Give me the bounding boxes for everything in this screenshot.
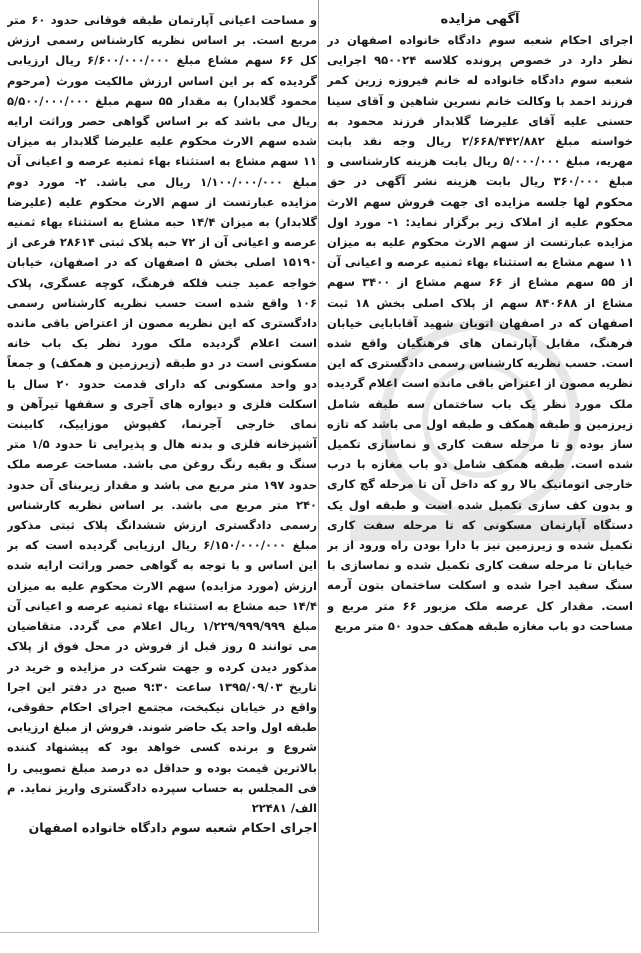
notice-title: آگهی مزایده xyxy=(440,12,520,27)
notice-body-part-1: اجرای احکام شعبه سوم دادگاه خانواده اصفهان در نظر دارد در خصوص پرونده کلاسه ۹۵۰۰۲۴ اجرایی شعبه سوم دادگاه خانواده له خانم فیروزه زرین کمر فرزند احمد با وکالت خانم نسرین شاهین و آقای سینا حسنی علیه آقای علیرضا گلابدار فرزند محمود به خواسته مبلغ ۲/۶۶۸/۴۴۲/۸۸۲ ریال وجه نقد بابت مهریه، مبلغ ۵/۰۰۰/۰۰۰ ریال بابت هزینه کارشناسی و مبلغ ۳۶۰/۰۰۰ ریال بابت هزینه نشر آگهی در حق محکوم لها جلسه مزایده ای جهت فروش سهم الارث محکوم علیه از املاک زیر برگزار نماید: ۱- مورد اول مزایده عبارتست از سهم الارث محکوم علیه به میزان ۱۱ سهم مشاع به استثناء بهاء ثمنیه عرصه و اعیانی آن از ۵۵ سهم مشاع از ۶۶ سهم مشاع از ۳۴۰۰ سهم مشاع از ۸۴۰۶۸۸ سهم از پلاک اصلی بخش ۱۸ ثبت اصفهان که در اصفهان اتوبان شهید آقابابایی خیابان فرهنگ، مقابل آپارتمان های فرهنگیان واقع شده است. حسب نظریه کارشناس رسمی دادگستری که این نظریه مصون از اعتراض باقی مانده است اعلام گردیده ملک مورد نظر یک باب ساختمان سه طبقه شامل زیرزمین و طبقه همکف و طبقه اول می باشد که تازه ساز بوده و تا مرحله سفت کاری و نماسازی تکمیل شده است. طبقه همکف شامل دو باب مغازه با درب خارجی اتوماتیک بالا رو که داخل آن تا مرحله گچ کاری و بدون کف سازی تکمیل شده است و طبقه اول یک دستگاه آپارتمان مسکونی که تا مرحله سفت کاری تکمیل شده و زیرزمین نیز با دارا بودن راه ورود از بر خیابان تا مرحله سفت کاری تکمیل شده و نماسازی با سنگ سفید اجرا شده و اسکلت ساختمان بتون آرمه است. مقدار کل عرصه ملک مزبور ۶۶ متر مربع و مساحت دو باب مغازه طبقه همکف حدود ۵۰ متر مربع xyxy=(327,33,633,633)
notice-left-column xyxy=(7,10,317,838)
notice-signature: اجرای احکام شعبه سوم دادگاه خانواده اصفهان xyxy=(28,820,317,836)
notice-right-column xyxy=(327,10,633,636)
bottom-divider xyxy=(0,932,318,933)
notice-body-part-2: و مساحت اعیانی آپارتمان طبقه فوقانی حدود ۶۰ متر مربع است. بر اساس نظریه کارشناس رسمی ارزش کل ۶۶ سهم مشاع مبلغ ۶/۶۰۰/۰۰۰/۰۰۰ ریال ارزیابی گردیده که بر این اساس ارزش مالکیت مورث (مرحوم محمود گلابدار) به مقدار ۵۵ سهم مبلغ ۵/۵۰۰/۰۰۰/۰۰۰ ریال می باشد که بر اساس گواهی حصر وراثت ارایه شده سهم الارث محکوم علیه علیرضا گلابدار به میزان ۱۱ سهم مشاع به استثناء بهاء ثمنیه عرصه و اعیانی آن مبلغ ۱/۱۰۰/۰۰۰/۰۰۰ ریال می باشد. ۲- مورد دوم مزایده عبارتست از سهم الارث محکوم علیه (علیرضا گلابدار) به میزان ۱۴/۴ حبه مشاع به استثناء بهاء ثمنیه عرصه و اعیانی آن از ۷۲ حبه پلاک ثبتی ۲۸۶۱۴ فرعی از ۱۵۱۹۰ اصلی بخش ۵ اصفهان که در اصفهان، خیابان خواجه عمید جنب فلکه فرهنگ، کوچه عسگری، پلاک ۱۰۶ واقع شده است حسب نظریه کارشناس رسمی دادگستری که این نظریه مصون از اعتراض باقی مانده است اعلام گردیده ملک مورد نظر یک باب خانه مسکونی است در دو طبقه (زیرزمین و همکف) و جمعاً دو واحد مسکونی که دارای قدمت حدود ۲۰ سال با اسکلت فلزی و دیواره های آجری و سقفها تیرآهن و نمای خارجی آجرنما، کفپوش موزاییک، کابینت آشپزخانه فلزی و بدنه هال و پذیرایی تا حدود ۱/۵ متر سنگ و بقیه رنگ روغن می باشد. مساحت عرصه ملک حدود ۱۹۷ متر مربع می باشد و مقدار زیربنای آن حدود ۲۴۰ متر مربع می باشد. بر اساس نظریه کارشناس رسمی دادگستری ارزش ششدانگ پلاک ثبتی مذکور مبلغ ۶/۱۵۰/۰۰۰/۰۰۰ ریال ارزیابی گردیده است که بر این اساس و با توجه به گواهی حصر وراثت ارایه شده ارزش (مورد مزایده) سهم الارث محکوم علیه به میزان ۱۴/۴ حبه مشاع به استثناء بهاء ثمنیه عرصه و اعیانی آن مبلغ ۱/۲۲۹/۹۹۹/۹۹۹ ریال اعلام می گردد. متقاضیان می توانند ۵ روز قبل از فروش در محل فوق از پلاک مذکور دیدن کرده و جهت شرکت در مزایده و خرید در تاریخ ۱۳۹۵/۰۹/۰۳ ساعت ۹:۳۰ صبح در دفتر این اجرا واقع در خیابان نیکبخت، مجتمع اجرای احکام حقوقی، طبقه اول واحد یک حاضر شوند. فروش از مبلغ ارزیابی شروع و برنده کسی خواهد بود که پیشنهاد کننده بالاترین قیمت بوده و حداقل ده درصد مبلغ تصویبی را فی المجلس به حساب سپرده دادگستری واریز نماید. م الف/ ۲۲۴۸۱ xyxy=(7,13,317,815)
column-divider xyxy=(318,0,319,932)
